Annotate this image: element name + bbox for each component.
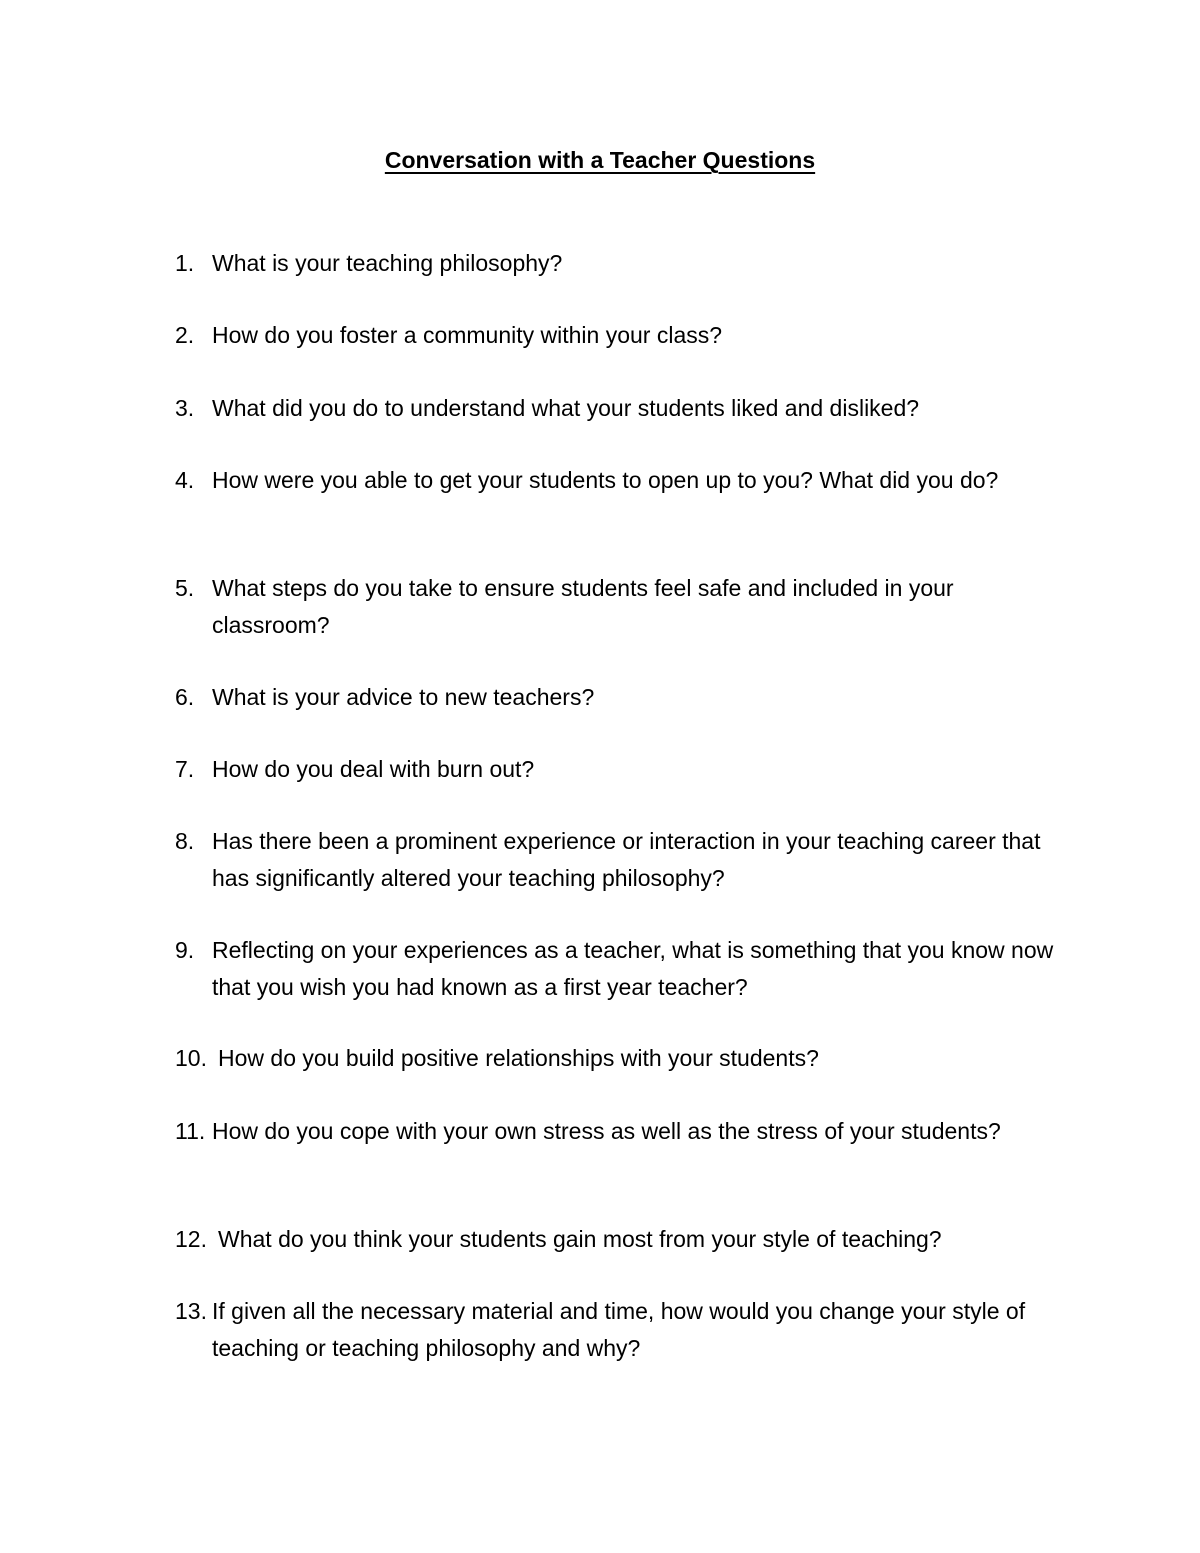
question-item (175, 570, 1055, 644)
question-number: 9. (175, 937, 195, 963)
question-text: How do you build positive relationships with your students? (218, 1045, 819, 1071)
question-text: If given all the necessary material and time, how would you change your style of teaching or teaching philosophy and why? (212, 1298, 1026, 1361)
question-number: 4. (175, 467, 195, 493)
question-number: 7. (175, 756, 195, 782)
question-text: What is your teaching philosophy? (212, 250, 563, 276)
question-text: Has there been a prominent experience or interaction in your teaching career that has significantly altered your teaching philosophy? (212, 828, 1041, 891)
question-item (175, 932, 1055, 1006)
document-title-text: Conversation with a Teacher Questions (384, 147, 816, 173)
question-item (175, 823, 1055, 897)
question-text: How do you deal with burn out? (212, 756, 535, 782)
question-number: 1. (175, 250, 195, 276)
question-number: 5. (175, 575, 195, 601)
question-number: 8. (175, 828, 195, 854)
question-item (175, 1293, 1055, 1367)
question-text: What steps do you take to ensure students feel safe and included in your classroom? (212, 575, 954, 638)
question-item (175, 1113, 1055, 1150)
question-text: How do you foster a community within your class? (212, 322, 723, 348)
question-item (175, 462, 1055, 499)
question-number: 10. (175, 1045, 207, 1071)
question-text: What do you think your students gain most from your style of teaching? (218, 1226, 942, 1252)
question-item (175, 317, 1055, 354)
document-title (0, 143, 1200, 177)
question-item (175, 751, 1055, 788)
question-item (175, 679, 1055, 716)
question-number: 2. (175, 322, 195, 348)
question-text: How were you able to get your students to open up to you? What did you do? (212, 467, 999, 493)
question-text: Reflecting on your experiences as a teacher, what is something that you know now that you wish you had known as a first year teacher? (212, 937, 1054, 1000)
question-item (175, 1040, 1055, 1077)
question-number: 13. (175, 1298, 207, 1324)
question-number: 6. (175, 684, 195, 710)
question-item (175, 245, 1055, 282)
question-number: 12. (175, 1226, 207, 1252)
question-text: What did you do to understand what your students liked and disliked? (212, 395, 920, 421)
question-item (175, 390, 1055, 427)
question-text: How do you cope with your own stress as well as the stress of your students? (212, 1118, 1001, 1144)
question-number: 3. (175, 395, 195, 421)
question-item (175, 1221, 1055, 1258)
question-number: 11. (175, 1118, 206, 1144)
question-text: What is your advice to new teachers? (212, 684, 595, 710)
